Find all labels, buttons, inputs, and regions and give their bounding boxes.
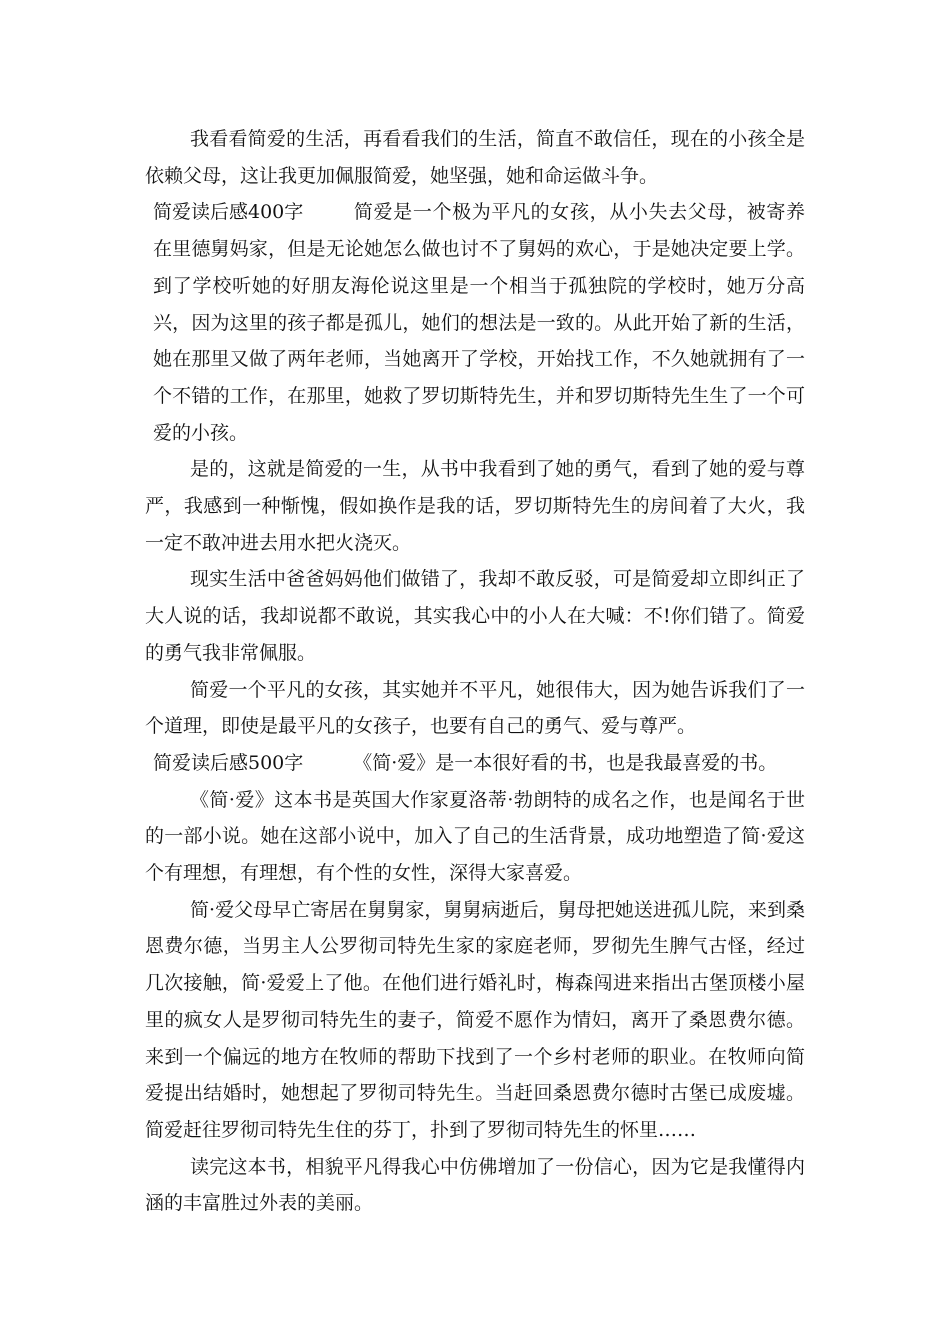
paragraph: 简·爱父母早亡寄居在舅舅家，舅舅病逝后，舅母把她送进孤儿院，来到桑恩费尔德，当男主人公罗彻司特先生家的家庭老师，罗彻先生脾气古怪，经过几次接触，简·爱爱上了他。在他们进行婚礼时，梅森闯进来指出古堡顶楼小屋里的疯女人是罗彻司特先生的妻子，简爱不愿作为情妇，离开了桑恩费尔德。来到一个偏远的地方在牧师的帮助下找到了一个乡村老师的职业。在牧师向简爱提出结婚时，她想起了罗彻司特先生。当赶回桑恩费尔德时古堡已成废墟。简爱赶往罗彻司特先生住的芬丁，扑到了罗彻司特先生的怀里…… — [145, 898, 805, 1141]
paragraph-text: 简爱是一个极为平凡的女孩，从小失去父母，被寄养在里德舅妈家，但是无论她怎么做也讨不了舅妈的欢心，于是她决定要上学。到了学校听她的好朋友海伦说这里是一个相当于孤独院的学校时，她万分高兴，因为这里的孩子都是孤儿，她们的想法是一致的。从此开始了新的生活，她在那里又做了两年老师，当她离开了学校，开始找工作，不久她就拥有了一个不错的工作，在那里，她救了罗切斯特先生，并和罗切斯特先生生了一个可爱的小孩。 — [153, 201, 805, 444]
paragraph-text: 《简·爱》是一本很好看的书，也是我最喜爱的书。 — [353, 751, 778, 774]
essay-title: 简爱读后感400字 — [153, 201, 304, 224]
paragraph: 我看看简爱的生活，再看看我们的生活，简直不敢信任，现在的小孩全是依赖父母，这让我更加佩服简爱，她坚强，她和命运做斗争。 — [145, 128, 805, 187]
essay-heading-paragraph — [145, 194, 805, 451]
essay-title: 简爱读后感500字 — [153, 751, 304, 774]
essay-heading-paragraph — [145, 745, 805, 782]
paragraph: 简爱一个平凡的女孩，其实她并不平凡，她很伟大，因为她告诉我们了一个道理，即使是最平凡的女孩子，也要有自己的勇气、爱与尊严。 — [145, 678, 805, 738]
document-body — [145, 121, 805, 1222]
paragraph: 读完这本书，相貌平凡得我心中仿佛增加了一份信心，因为它是我懂得内涵的丰富胜过外表的美丽。 — [145, 1155, 805, 1215]
paragraph: 现实生活中爸爸妈妈他们做错了，我却不敢反驳，可是简爱却立即纠正了大人说的话，我却说都不敢说，其实我心中的小人在大喊：不!你们错了。简爱的勇气我非常佩服。 — [145, 568, 805, 664]
paragraph: 《简·爱》这本书是英国大作家夏洛蒂·勃朗特的成名之作，也是闻名于世的一部小说。她在这部小说中，加入了自己的生活背景，成功地塑造了简·爱这个有理想，有理想，有个性的女性，深得大家喜爱。 — [145, 788, 805, 885]
paragraph: 是的，这就是简爱的一生，从书中我看到了她的勇气，看到了她的爱与尊严，我感到一种惭愧，假如换作是我的话，罗切斯特先生的房间着了大火，我一定不敢冲进去用水把火浇灭。 — [145, 458, 805, 554]
